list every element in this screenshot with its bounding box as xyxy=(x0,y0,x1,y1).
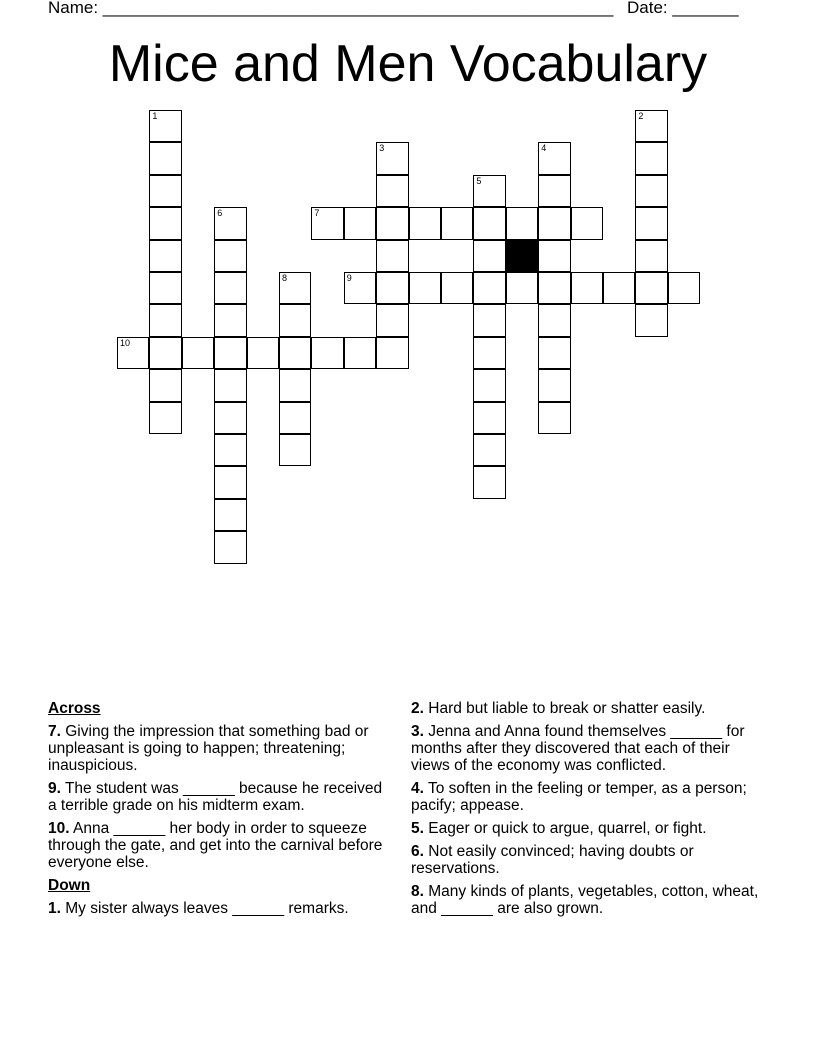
crossword-cell[interactable] xyxy=(214,402,246,434)
crossword-cell[interactable] xyxy=(279,304,311,336)
clue-number: 2 xyxy=(638,111,644,121)
clue-down-2: 2. Hard but liable to break or shatter easily. xyxy=(411,700,706,717)
crossword-cell[interactable] xyxy=(409,272,441,304)
crossword-cell[interactable] xyxy=(149,402,181,434)
crossword-cell[interactable] xyxy=(279,434,311,466)
clue-down-3: 3. Jenna and Anna found themselves ______ for months after they discovered that each of their views of the economy was conflicted. xyxy=(411,723,745,774)
crossword-cell[interactable] xyxy=(473,240,505,272)
crossword-cell[interactable] xyxy=(344,337,376,369)
crossword-cell[interactable] xyxy=(376,337,408,369)
crossword-cell[interactable] xyxy=(473,175,505,207)
crossword-cell[interactable] xyxy=(635,207,667,239)
clues-right-column xyxy=(411,700,771,923)
crossword-cell[interactable] xyxy=(473,207,505,239)
clue-down-6: 6. Not easily convinced; having doubts or reservations. xyxy=(411,843,694,877)
crossword-cell[interactable] xyxy=(376,304,408,336)
crossword-cell[interactable] xyxy=(149,207,181,239)
crossword-cell[interactable] xyxy=(538,142,570,174)
crossword-cell[interactable] xyxy=(214,369,246,401)
crossword-cell[interactable] xyxy=(344,207,376,239)
crossword-cell[interactable] xyxy=(376,142,408,174)
crossword-cell[interactable] xyxy=(149,240,181,272)
clue-down-1: 1. My sister always leaves ______ remarks. xyxy=(48,900,349,917)
crossword-cell[interactable] xyxy=(441,272,473,304)
crossword-cell[interactable] xyxy=(473,369,505,401)
clue-across-10: 10. Anna ______ her body in order to squeeze through the gate, and get into the carnival before everyone else. xyxy=(48,820,383,871)
crossword-cell[interactable] xyxy=(247,337,279,369)
crossword-cell[interactable] xyxy=(506,207,538,239)
date-field[interactable]: Date: _______ xyxy=(627,0,739,17)
crossword-cell[interactable] xyxy=(214,434,246,466)
clue-number: 4 xyxy=(541,143,547,154)
crossword-cell[interactable] xyxy=(279,272,311,304)
crossword-cell[interactable] xyxy=(311,337,343,369)
crossword-cell[interactable] xyxy=(473,337,505,369)
clue-number: 8 xyxy=(282,273,288,283)
crossword-cell[interactable] xyxy=(538,369,570,401)
crossword-cell[interactable] xyxy=(344,272,376,304)
crossword-cell[interactable] xyxy=(149,337,181,369)
crossword-cell[interactable] xyxy=(149,110,181,142)
crossword-cell[interactable] xyxy=(214,272,246,304)
crossword-cell[interactable] xyxy=(635,142,667,174)
crossword-cell[interactable] xyxy=(279,369,311,401)
crossword-cell[interactable] xyxy=(603,272,635,304)
clue-number: 7 xyxy=(314,208,320,219)
crossword-cell[interactable] xyxy=(214,531,246,563)
crossword-cell[interactable] xyxy=(149,369,181,401)
crossword-cell[interactable] xyxy=(182,337,214,369)
crossword-cell[interactable] xyxy=(538,272,570,304)
crossword-cell[interactable] xyxy=(571,272,603,304)
crossword-cell[interactable] xyxy=(538,304,570,336)
page-title: Mice and Men Vocabulary xyxy=(108,35,708,93)
crossword-cell[interactable] xyxy=(473,434,505,466)
crossword-cell[interactable] xyxy=(311,207,343,239)
across-heading: Across xyxy=(48,700,101,717)
crossword-cell[interactable] xyxy=(214,337,246,369)
clue-number: 5 xyxy=(476,175,482,186)
crossword-cell[interactable] xyxy=(409,207,441,239)
crossword-cell[interactable] xyxy=(571,207,603,239)
crossword-cell[interactable] xyxy=(635,272,667,304)
crossword-cell[interactable] xyxy=(214,207,246,239)
crossword-cell[interactable] xyxy=(117,337,149,369)
crossword-cell[interactable] xyxy=(473,304,505,336)
clue-down-5: 5. Eager or quick to argue, quarrel, or fight. xyxy=(411,820,707,837)
clues-left-column xyxy=(48,700,388,923)
name-field[interactable]: Name: ______________________________________________________ xyxy=(48,0,614,17)
crossword-cell[interactable] xyxy=(149,272,181,304)
crossword-cell[interactable] xyxy=(279,337,311,369)
clue-number: 6 xyxy=(217,208,223,219)
crossword-cell[interactable] xyxy=(538,207,570,239)
crossword-cell[interactable] xyxy=(376,207,408,239)
crossword-cell[interactable] xyxy=(279,402,311,434)
crossword-cell[interactable] xyxy=(214,499,246,531)
down-heading: Down xyxy=(48,877,91,894)
crossword-cell[interactable] xyxy=(214,240,246,272)
crossword-cell[interactable] xyxy=(214,304,246,336)
clue-down-8: 8. Many kinds of plants, vegetables, cotton, wheat, and ______ are also grown. xyxy=(411,883,759,917)
crossword-cell[interactable] xyxy=(635,304,667,336)
crossword-cell[interactable] xyxy=(538,240,570,272)
clue-across-7: 7. Giving the impression that something bad or unpleasant is going to happen; threatening; inauspicious. xyxy=(48,723,369,774)
clue-across-9: 9. The student was ______ because he received a terrible grade on his midterm exam. xyxy=(48,780,383,814)
crossword-cell[interactable] xyxy=(376,272,408,304)
crossword-cell[interactable] xyxy=(635,175,667,207)
clue-down-4: 4. To soften in the feeling or temper, as a person; pacify; appease. xyxy=(411,780,747,814)
crossword-cell[interactable] xyxy=(473,466,505,498)
clue-number: 9 xyxy=(346,273,352,283)
crossword-cell[interactable] xyxy=(538,175,570,207)
crossword-cell[interactable] xyxy=(635,110,667,142)
crossword-cell[interactable] xyxy=(635,240,667,272)
crossword-cell[interactable] xyxy=(149,175,181,207)
crossword-cell[interactable] xyxy=(214,466,246,498)
crossword-cell[interactable] xyxy=(538,402,570,434)
crossword-cell[interactable] xyxy=(506,272,538,304)
crossword-cell[interactable] xyxy=(149,304,181,336)
crossword-block xyxy=(506,240,538,272)
crossword-cell[interactable] xyxy=(149,142,181,174)
crossword-cell[interactable] xyxy=(473,272,505,304)
clue-number: 3 xyxy=(379,143,385,154)
clue-number: 10 xyxy=(120,337,131,348)
crossword-cell[interactable] xyxy=(441,207,473,239)
crossword-cell[interactable] xyxy=(473,402,505,434)
crossword-cell[interactable] xyxy=(376,175,408,207)
crossword-cell[interactable] xyxy=(668,272,700,304)
crossword-cell[interactable] xyxy=(376,240,408,272)
crossword-cell[interactable] xyxy=(538,337,570,369)
clue-number: 1 xyxy=(152,111,158,121)
